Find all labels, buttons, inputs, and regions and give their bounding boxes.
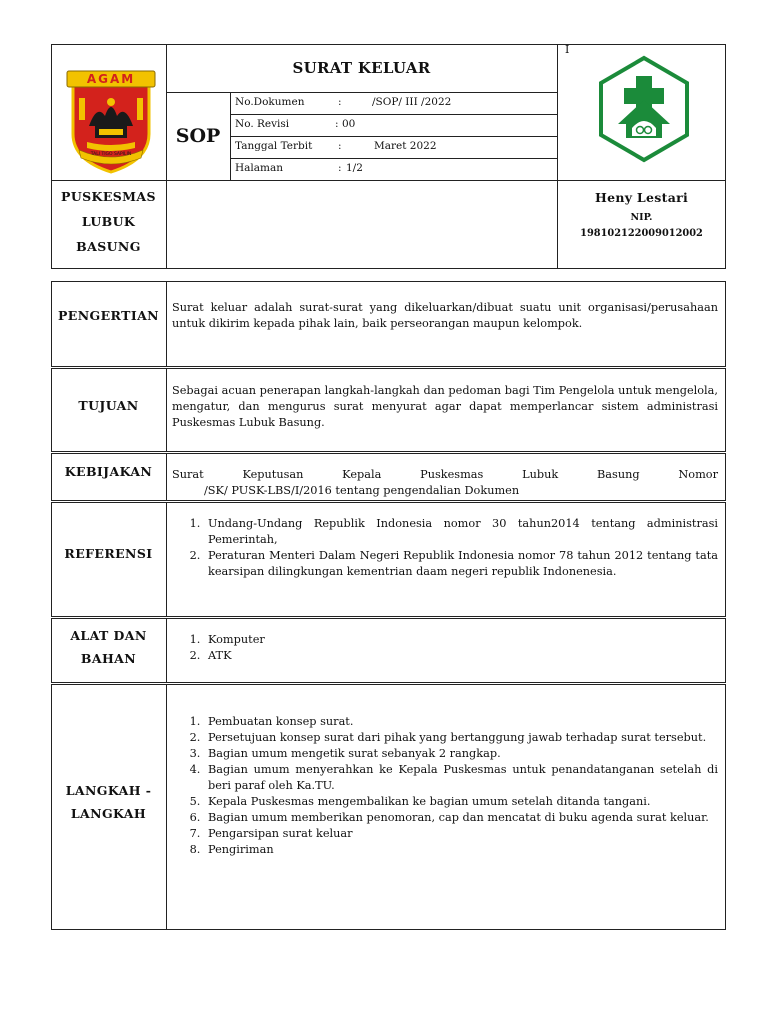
langkah-item: 4. Bagian umum menyerahkan ke Kepala Puskesmas untuk penandatanganan setelah di beri paraf oleh Ka.TU. (204, 762, 718, 794)
text-tujuan: Sebagai acuan penerapan langkah-langkah dan pedoman bagi Tim Pengelola untuk mengelola, mengatur, dan mengurus surat menyurat agar dapat memperlancar sistem administrasi Puskesmas Lubuk Basung. (172, 384, 718, 429)
langkah-item: 2. Persetujuan konsep surat dari pihak yang bertanggung jawab terhadap surat tersebut. (204, 730, 718, 746)
nip-label: NIP. (630, 212, 653, 223)
referensi-item: 2. Peraturan Menteri Dalam Negeri Republik Indonesia nomor 78 tahun 2012 tentang tata kearsipan dilingkungan kementrian daam negeri republik Indonenesia. (204, 548, 718, 580)
document-title: SURAT KELUAR (292, 59, 431, 77)
agam-crest-logo: AGAM TALI TIGO SAPILIN (65, 68, 157, 174)
label-kebijakan: KEBIJAKAN (64, 464, 153, 479)
referensi-item: 1. Undang-Undang Republik Indonesia nomor 30 tahun2014 tentang administrasi Pemerintah, (204, 516, 718, 548)
puskesmas-logo (596, 54, 692, 164)
alat-item: 2. ATK (204, 648, 718, 664)
org-name: PUSKESMAS LUBUK BASUNG (61, 189, 156, 254)
sop-document: AGAM TALI TIGO SAPILIN SURAT KELUAR I SOP No.Dokumen : /SOP/ III /2022 No. Revisi : 00 Tanggal Terbit : Maret 2022 Halaman : 1/2 PUSKESMAS LUBUK BASUNG Heny Lestari NIP. 198102122009012002 PENGERTIAN Surat keluar adalah surat-surat yang dikeluarkan/dibuat suatu unit organisasi/perusahaan untuk dikirim kepada pihak lain, baik perseorangan maupun kelompok. TUJUAN Sebagai acuan penerapan langkah-langkah dan pedoman bagi Tim Pengelola untuk mengelola, mengatur, dan mengurus surat menyurat agar dapat memperlancar sistem administrasi Puskesmas Lubuk Basung. KEBIJAKAN Surat Keputusan Kepala Puskesmas Lubuk Basung Nomor /SK/ PUSK-LBS/I/2016 tentang pengendalian Dokumen REFERENSI 1. Undang-Undang Republik Indonesia nomor 30 tahun2014 tentang administrasi Pemerintah, 2. Peraturan Menteri Dalam Negeri Republik Indonesia nomor 78 tahun 2012 tentang tata kearsipan dilingkungan kementrian daam negeri republik Indonenesia. ALAT DAN BAHAN 1. Komputer 2. ATK LANGKAH - LANGKAH 1. Pembuatan konsep surat. 2. Persetujuan konsep surat dari pihak yang bertanggung jawab terhadap surat tersebut. 3. Bagian umum mengetik surat sebanyak 2 rangkap. 4. Bagian umum menyerahkan ke Kepala Puskesmas untuk penandatanganan setelah di beri paraf oleh Ka.TU. 5. Kepala Puskesmas mengembalikan ke bagian umum setelah ditanda tangani. 6. Bagian umum memberikan penomoran, cap dan mencatat di buku agenda surat keluar. 7. Pengarsipan surat keluar 8. Pengiriman (51, 44, 726, 930)
alat-item: 1. Komputer (204, 632, 718, 648)
langkah-item: 7. Pengarsipan surat keluar (204, 826, 718, 842)
langkah-item: 6. Bagian umum memberikan penomoran, cap dan mencatat di buku agenda surat keluar. (204, 810, 718, 826)
text-kebijakan-line1: Surat Keputusan Kepala Puskesmas Lubuk Basung Nomor (172, 468, 718, 481)
signer-name: Heny Lestari (594, 190, 689, 205)
signature-block (557, 190, 726, 239)
corner-mark: I (565, 43, 570, 56)
list-alat-bahan (172, 632, 718, 664)
text-pengertian: Surat keluar adalah surat-surat yang dikeluarkan/dibuat suatu unit organisasi/perusahaan untuk dikirim kepada pihak lain, baik perseorangan maupun kelompok. (172, 301, 718, 330)
label-tujuan: TUJUAN (78, 398, 139, 413)
label-langkah: LANGKAH - LANGKAH (65, 783, 152, 821)
label-referensi: REFERENSI (64, 546, 153, 561)
sop-label: SOP (175, 125, 221, 147)
text-kebijakan-line2: /SK/ PUSK-LBS/I/2016 tentang pengendalian Dokumen (204, 484, 520, 497)
list-referensi (172, 516, 718, 580)
langkah-item: 8. Pengiriman (204, 842, 718, 858)
label-pengertian: PENGERTIAN (58, 308, 159, 323)
langkah-item: 3. Bagian umum mengetik surat sebanyak 2 rangkap. (204, 746, 718, 762)
langkah-item: 5. Kepala Puskesmas mengembalikan ke bagian umum setelah ditanda tangani. (204, 794, 718, 810)
langkah-item: 1. Pembuatan konsep surat. (204, 714, 718, 730)
nip-value: 198102122009012002 (580, 228, 703, 239)
list-langkah (172, 714, 718, 858)
label-alat-bahan: ALAT DAN BAHAN (70, 628, 147, 666)
